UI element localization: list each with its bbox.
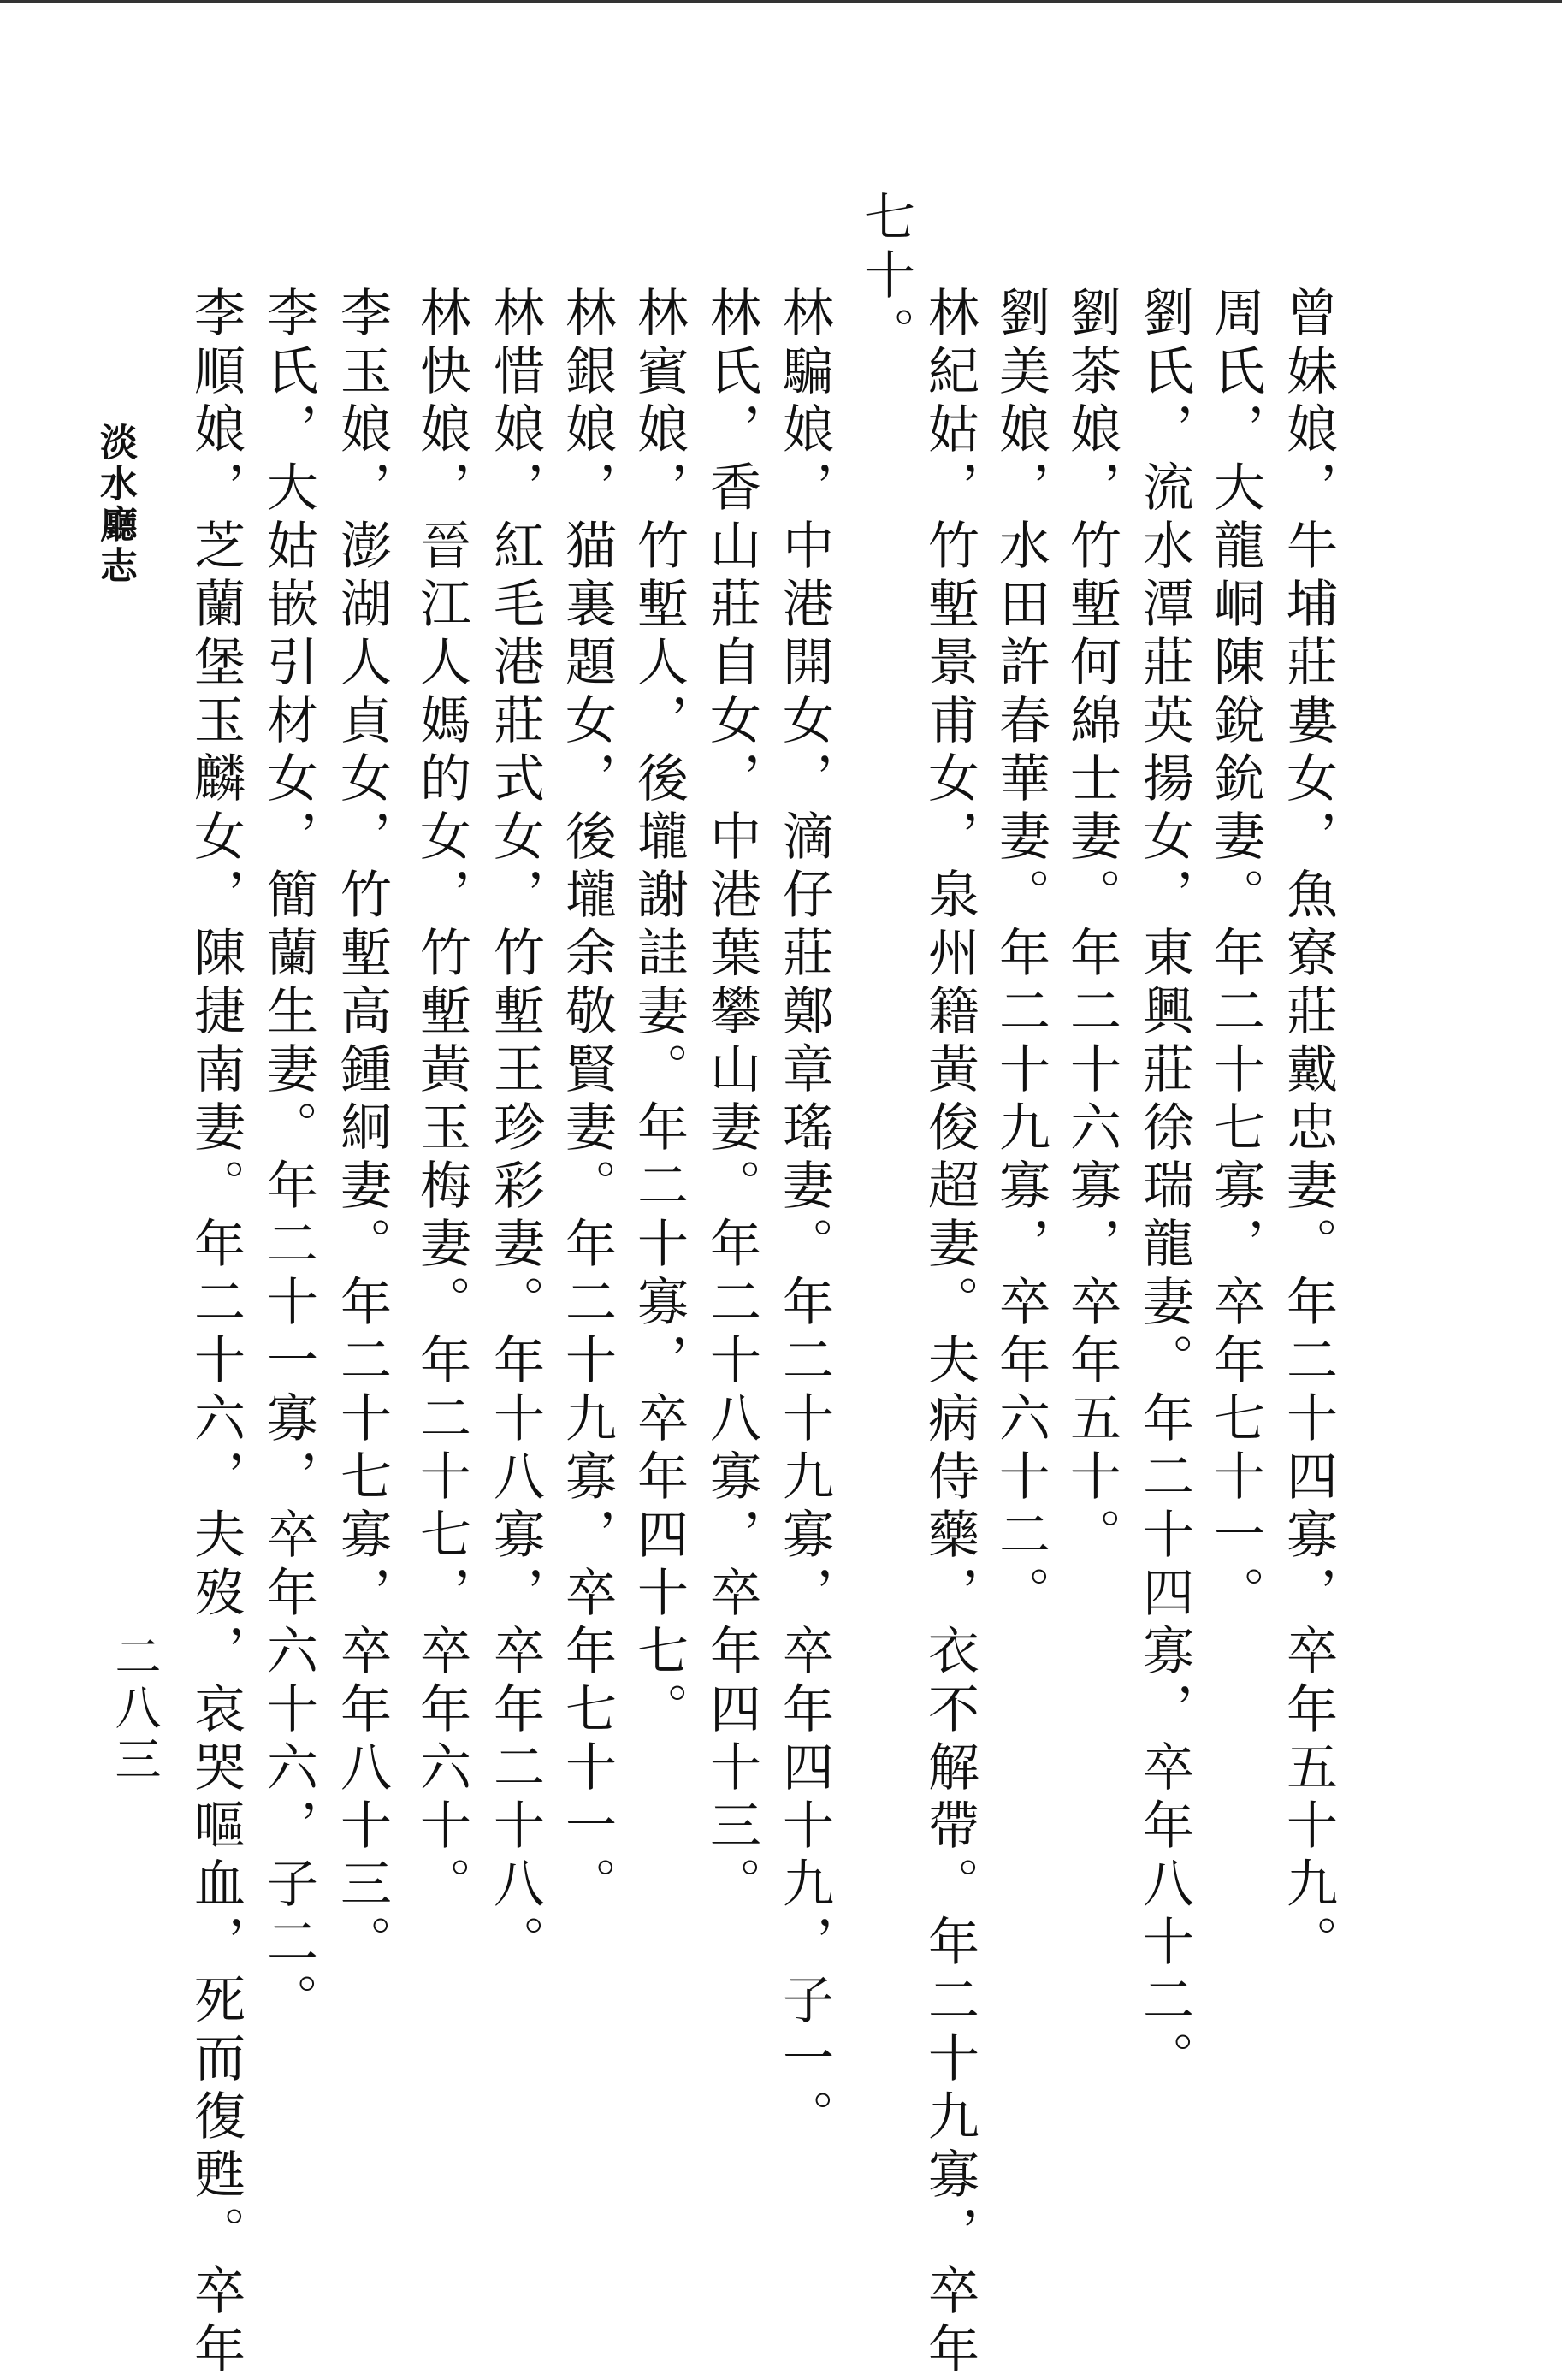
biography-entry: 林騙娘，中港開女，滴仔莊鄭章瑤妻。年二十九寡，卒年四十九，子一。	[774, 286, 834, 2147]
biography-entry: 李氏，大姑嵌引材女，簡蘭生妻。年二十一寡，卒年六十六，子二。	[258, 286, 318, 2031]
biography-entry: 林紀姑，竹塹景甫女，泉州籍黃俊超妻。夫病侍藥，衣不解帶。年二十九寡，卒年	[920, 286, 979, 2380]
biography-entry: 李順娘，芝蘭堡玉麟女，陳捷南妻。年二十六，夫歿，哀哭嘔血，死而復甦。卒年	[186, 286, 246, 2380]
continuation-column: 七十。	[855, 190, 915, 364]
biography-entry: 李玉娘，澎湖人貞女，竹塹高鍾絅妻。年二十七寡，卒年八十三。	[332, 286, 392, 1973]
biography-entry: 劉茶娘，竹塹何綿士妻。年二十六寡，卒年五十。	[1062, 286, 1121, 1566]
biography-entry: 周氏，大龍峒陳銳鈗妻。年二十七寡，卒年七十一。	[1205, 286, 1265, 1624]
biography-entry: 林快娘，晉江人媽的女，竹塹黃玉梅妻。年二十七，卒年六十。	[411, 286, 471, 1915]
biography-entry: 林氏，香山莊自女，中港葉攀山妻。年二十八寡，卒年四十三。	[701, 286, 761, 1915]
book-title-header: 淡水廳志	[93, 423, 137, 587]
biography-entry: 劉氏，流水潭莊英揚女，東興莊徐瑞龍妻。年二十四寡，卒年八十二。	[1134, 286, 1194, 2089]
page-number: 二八三	[108, 1632, 162, 1786]
biography-entry: 曾妹娘，牛埔莊婁女，魚寮莊戴忠妻。年二十四寡，卒年五十九。	[1278, 286, 1338, 1973]
biography-entry: 林惜娘，紅毛港莊式女，竹塹王珍彩妻。年十八寡，卒年二十八。	[485, 286, 545, 1973]
biography-entry: 林賓娘，竹塹人，後壠謝詿妻。年二十寡，卒年四十七。	[629, 286, 689, 1740]
biography-entry: 劉美娘，水田許春華妻。年二十九寡，卒年六十二。	[991, 286, 1050, 1624]
biography-entry: 林銀娘，猫裏題女，後壠余敬賢妻。年二十九寡，卒年七十一。	[557, 286, 617, 1915]
